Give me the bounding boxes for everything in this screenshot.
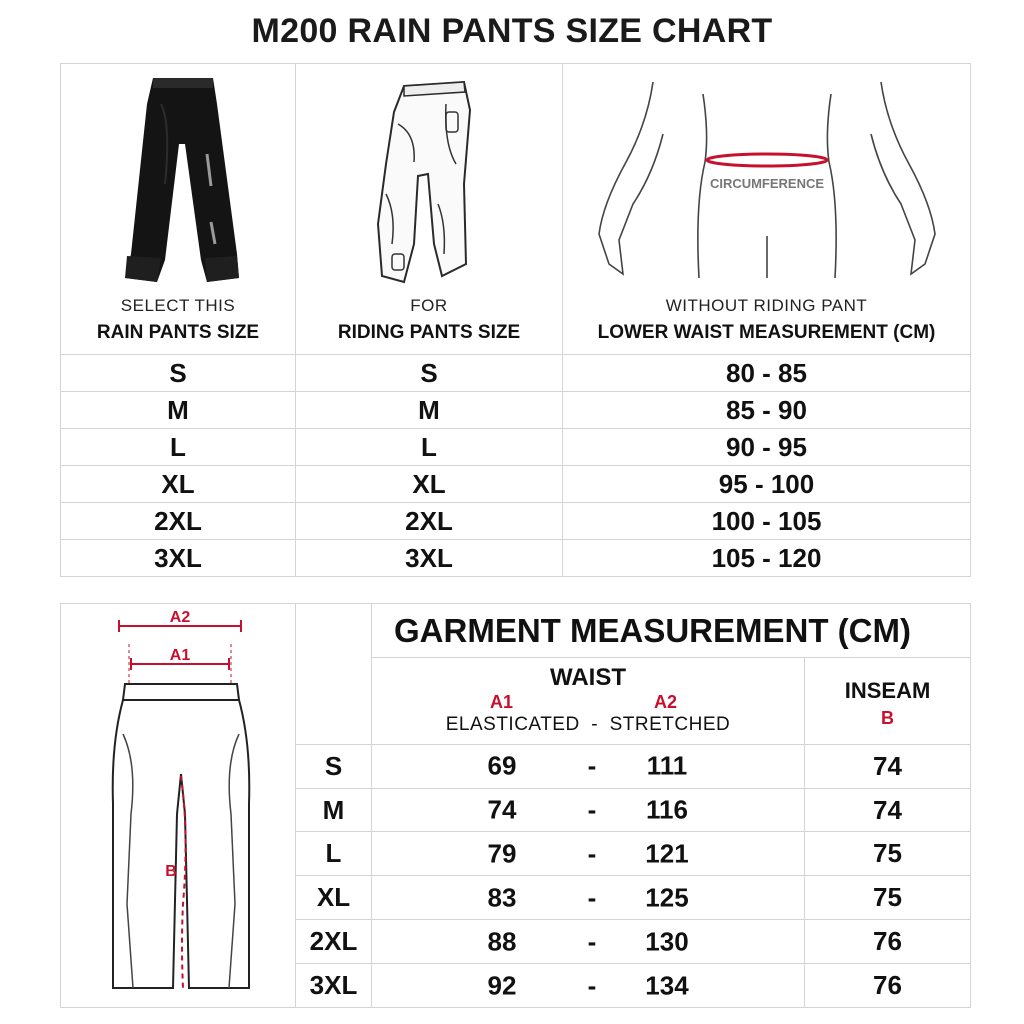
dash: - [587,882,597,913]
riding-size-cell: 3XL [296,540,563,577]
a2-value: 130 [645,926,689,957]
col3-caption-big: LOWER WAIST MEASUREMENT (CM) [597,322,936,343]
a2-value: 111 [646,750,688,781]
size-cell: S [296,744,372,788]
size-cell: 3XL [296,964,372,1008]
inseam-code: B [881,708,894,729]
pants-measurement-diagram [61,604,296,1000]
size-cell: 2XL [296,920,372,964]
rain-size-cell: L [61,429,296,466]
a2-value: 134 [645,970,689,1001]
waist-cell [372,788,805,832]
size-cell: M [296,788,372,832]
rain-pants-image [61,64,296,294]
garment-title: GARMENT MEASUREMENT (CM) [372,604,971,658]
dash: - [587,970,597,1001]
col1-caption-big: RAIN PANTS SIZE [96,322,260,343]
a2-diagram-label: A2 [169,609,191,626]
riding-size-cell: 2XL [296,503,563,540]
a2-value: 116 [646,794,688,825]
riding-pants-cell [296,64,563,355]
col1-caption-small: SELECT THIS [120,296,236,315]
a2-label: A2 [654,692,678,713]
rain-size-cell: XL [61,466,296,503]
a2-value: 125 [645,882,689,913]
table-row [61,503,971,540]
waist-header [372,658,805,745]
waist-cell [372,964,805,1008]
size-cell: XL [296,876,372,920]
a1-value: 83 [487,882,517,913]
riding-pants-image [296,64,563,294]
waist-range-cell: 90 - 95 [563,429,971,466]
table-row [61,540,971,577]
riding-size-cell: M [296,392,563,429]
riding-size-cell: S [296,355,563,392]
waist-label: WAIST [550,664,626,692]
size-header-blank [296,604,372,745]
rain-size-cell: S [61,355,296,392]
rain-size-cell: 3XL [61,540,296,577]
a1-value: 69 [487,750,517,781]
inseam-label: INSEAM [844,678,931,704]
waist-cell [372,876,805,920]
a1-value: 74 [487,794,517,825]
waist-diagram-cell [563,64,971,355]
size-chart-table [60,63,971,577]
waist-cell [372,832,805,876]
dash: - [587,926,597,957]
size-cell: L [296,832,372,876]
waist-range-cell: 100 - 105 [563,503,971,540]
rain-size-cell: M [61,392,296,429]
inseam-cell: 76 [805,920,971,964]
col2-caption-small: FOR [410,296,448,315]
waist-range-cell: 105 - 120 [563,540,971,577]
b-diagram-label: B [165,863,177,880]
table-row [61,392,971,429]
dash: - [587,750,597,781]
waist-range-cell: 85 - 90 [563,392,971,429]
rain-size-cell: 2XL [61,503,296,540]
page-title: M200 RAIN PANTS SIZE CHART [251,12,773,50]
riding-size-cell: XL [296,466,563,503]
inseam-cell: 76 [805,964,971,1008]
col3-caption-small: WITHOUT RIDING PANT [665,296,868,315]
dash: - [587,838,597,869]
inseam-cell: 75 [805,876,971,920]
a2-value: 121 [645,838,689,869]
riding-size-cell: L [296,429,563,466]
body-diagram [563,64,971,294]
pants-measurement-diagram-cell [61,604,296,1008]
a1-value: 79 [487,838,517,869]
a1-label: A1 [490,692,514,713]
col2-caption-big: RIDING PANTS SIZE [337,322,521,343]
a1-value: 92 [487,970,517,1001]
inseam-header [805,658,971,745]
table-row [61,429,971,466]
dash: - [587,794,597,825]
rain-pants-cell [61,64,296,355]
inseam-cell: 74 [805,744,971,788]
garment-measurement-table [60,603,971,1008]
waist-range-cell: 95 - 100 [563,466,971,503]
waist-cell [372,920,805,964]
waist-range-cell: 80 - 85 [563,355,971,392]
elasticated-stretched-label: ELASTICATED - STRETCHED [445,714,731,736]
inseam-cell: 75 [805,832,971,876]
inseam-cell: 74 [805,788,971,832]
a1-diagram-label: A1 [169,647,191,664]
waist-cell [372,744,805,788]
circumference-label: CIRCUMFERENCE [709,176,825,191]
a1-value: 88 [487,926,517,957]
table-row [61,355,971,392]
table-row [61,466,971,503]
